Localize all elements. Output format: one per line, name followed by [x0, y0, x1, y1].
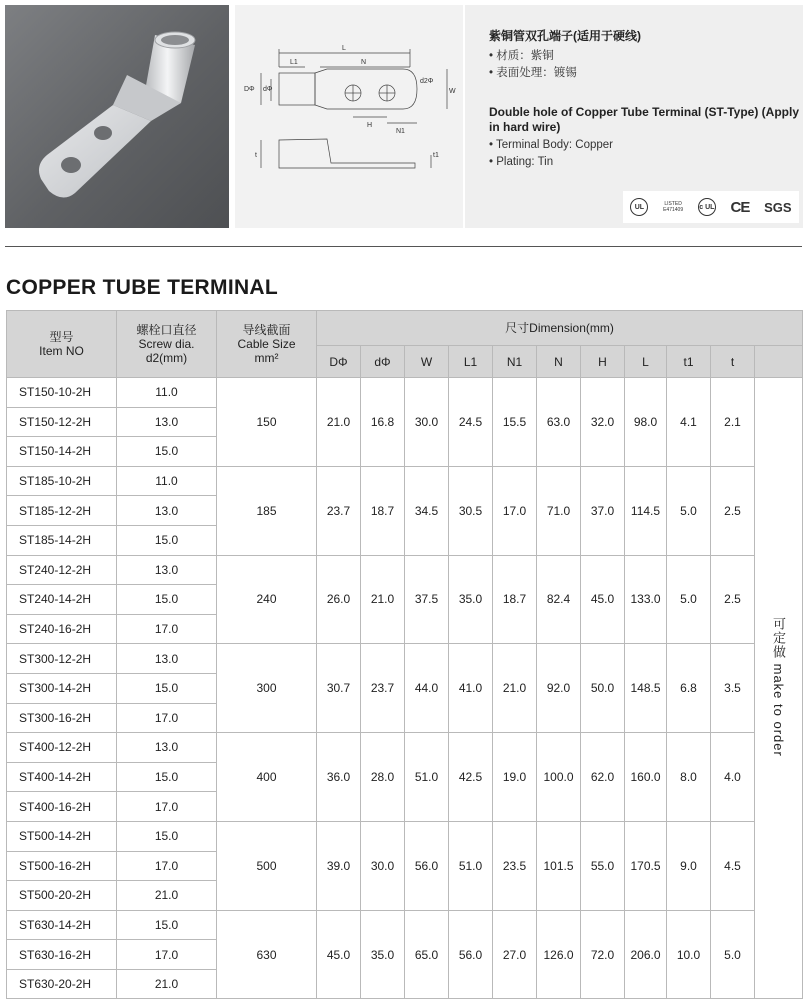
header-dim-2: W	[405, 346, 449, 378]
dimension-value: 170.5	[625, 821, 667, 910]
label-d2: d2Φ	[420, 78, 434, 85]
cable-size: 500	[217, 821, 317, 910]
table-row	[7, 466, 803, 496]
dimension-value: 50.0	[581, 644, 625, 733]
header-screw: 螺栓口直径 Screw dia. d2(mm)	[117, 311, 217, 378]
dimension-value: 19.0	[493, 733, 537, 822]
ce-mark: CE	[730, 198, 750, 216]
en-material: • Terminal Body: Copper	[489, 139, 613, 151]
dimension-value: 4.0	[711, 733, 755, 822]
item-number: ST630-20-2H	[7, 969, 117, 999]
dimension-value: 18.7	[493, 555, 537, 644]
dimension-value: 51.0	[405, 733, 449, 822]
screw-diameter: 15.0	[117, 762, 217, 792]
screw-diameter: 15.0	[117, 821, 217, 851]
dimension-value: 34.5	[405, 466, 449, 555]
dimension-value: 62.0	[581, 733, 625, 822]
dimension-value: 9.0	[667, 821, 711, 910]
screw-diameter: 11.0	[117, 378, 217, 408]
label-n: N	[361, 59, 367, 66]
dimension-value: 160.0	[625, 733, 667, 822]
header-dim-1: dΦ	[361, 346, 405, 378]
dimension-value: 21.0	[317, 378, 361, 467]
header-dim-7: L	[625, 346, 667, 378]
make-to-order-note	[755, 378, 803, 999]
screw-diameter: 15.0	[117, 437, 217, 467]
dimension-value: 41.0	[449, 644, 493, 733]
item-number: ST400-16-2H	[7, 792, 117, 822]
table-row	[7, 733, 803, 763]
dimension-value: 2.5	[711, 555, 755, 644]
item-number: ST150-10-2H	[7, 378, 117, 408]
dimension-value: 101.5	[537, 821, 581, 910]
screw-diameter: 17.0	[117, 851, 217, 881]
screw-diameter: 15.0	[117, 585, 217, 615]
dimension-value: 6.8	[667, 644, 711, 733]
header-dimension: 尺寸Dimension(mm)	[317, 311, 803, 346]
dimension-value: 100.0	[537, 733, 581, 822]
item-number: ST500-20-2H	[7, 881, 117, 911]
dimension-value: 24.5	[449, 378, 493, 467]
dimension-value: 10.0	[667, 910, 711, 999]
dimension-value: 45.0	[581, 555, 625, 644]
screw-diameter: 13.0	[117, 644, 217, 674]
dimension-value: 2.1	[711, 378, 755, 467]
dimension-value: 5.0	[711, 910, 755, 999]
item-number: ST185-12-2H	[7, 496, 117, 526]
certification-logos	[623, 191, 799, 223]
dimension-value: 126.0	[537, 910, 581, 999]
dimension-value: 37.0	[581, 466, 625, 555]
technical-drawing	[235, 5, 463, 228]
dimension-value: 37.5	[405, 555, 449, 644]
terminal-photo-image	[5, 5, 229, 228]
item-number: ST240-16-2H	[7, 614, 117, 644]
dimension-value: 36.0	[317, 733, 361, 822]
header-dim-4: N1	[493, 346, 537, 378]
dimension-value: 45.0	[317, 910, 361, 999]
dimension-value: 32.0	[581, 378, 625, 467]
section-title: COPPER TUBE TERMINAL	[6, 276, 279, 299]
screw-diameter: 17.0	[117, 792, 217, 822]
listed-number: E471409	[663, 207, 684, 213]
dimension-value: 15.5	[493, 378, 537, 467]
en-title: Double hole of Copper Tube Terminal (ST-Type) (Apply in hard wire)	[489, 105, 800, 134]
en-plating: • Plating: Tin	[489, 156, 554, 168]
label-n1: N1	[396, 128, 405, 135]
dimension-value: 55.0	[581, 821, 625, 910]
screw-diameter: 13.0	[117, 733, 217, 763]
spec-table	[6, 310, 803, 999]
dimension-value: 71.0	[537, 466, 581, 555]
label-d: DΦ	[244, 86, 255, 93]
dimension-value: 148.5	[625, 644, 667, 733]
dimension-value: 114.5	[625, 466, 667, 555]
screw-diameter: 21.0	[117, 969, 217, 999]
label-t1: t1	[433, 152, 439, 159]
item-number: ST300-14-2H	[7, 673, 117, 703]
cable-size: 150	[217, 378, 317, 467]
screw-diameter: 11.0	[117, 466, 217, 496]
sgs-mark: SGS	[764, 199, 792, 215]
dimension-value: 16.8	[361, 378, 405, 467]
item-number: ST240-14-2H	[7, 585, 117, 615]
item-number: ST150-12-2H	[7, 407, 117, 437]
table-row	[7, 910, 803, 940]
dimension-value: 18.7	[361, 466, 405, 555]
dimension-value: 30.5	[449, 466, 493, 555]
dimension-value: 98.0	[625, 378, 667, 467]
item-number: ST300-12-2H	[7, 644, 117, 674]
dimension-value: 2.5	[711, 466, 755, 555]
zh-plating: • 表面处理：镀锡	[489, 67, 577, 79]
cable-size: 630	[217, 910, 317, 999]
product-info-panel	[465, 5, 803, 228]
dimension-value: 23.7	[361, 644, 405, 733]
header-dim-9: t	[711, 346, 755, 378]
zh-material: • 材质：紫铜	[489, 50, 554, 62]
screw-diameter: 15.0	[117, 910, 217, 940]
header-dim-6: H	[581, 346, 625, 378]
screw-diameter: 17.0	[117, 614, 217, 644]
dimension-value: 30.7	[317, 644, 361, 733]
dimension-value: 8.0	[667, 733, 711, 822]
dimension-value: 39.0	[317, 821, 361, 910]
item-number: ST630-14-2H	[7, 910, 117, 940]
section-divider	[5, 246, 802, 247]
table-row	[7, 555, 803, 585]
dimension-value: 92.0	[537, 644, 581, 733]
dimension-drawing	[235, 5, 463, 228]
header-item: 型号 Item NO	[7, 311, 117, 378]
header-dim-8: t1	[667, 346, 711, 378]
screw-diameter: 13.0	[117, 496, 217, 526]
dimension-value: 30.0	[361, 821, 405, 910]
dimension-value: 3.5	[711, 644, 755, 733]
item-number: ST500-16-2H	[7, 851, 117, 881]
product-photo	[5, 5, 229, 228]
dimension-value: 42.5	[449, 733, 493, 822]
label-w: W	[449, 88, 456, 95]
dimension-value: 27.0	[493, 910, 537, 999]
zh-title: 紫铜管双孔端子(适用于硬线)	[489, 29, 641, 43]
screw-diameter: 13.0	[117, 555, 217, 585]
item-number: ST400-12-2H	[7, 733, 117, 763]
screw-diameter: 15.0	[117, 673, 217, 703]
dimension-value: 21.0	[493, 644, 537, 733]
screw-diameter: 21.0	[117, 881, 217, 911]
dimension-value: 133.0	[625, 555, 667, 644]
header-dim-5: N	[537, 346, 581, 378]
table-row	[7, 644, 803, 674]
table-row	[7, 821, 803, 851]
dimension-value: 206.0	[625, 910, 667, 999]
item-number: ST400-14-2H	[7, 762, 117, 792]
dimension-value: 23.7	[317, 466, 361, 555]
dimension-value: 56.0	[449, 910, 493, 999]
screw-diameter: 17.0	[117, 940, 217, 970]
cable-size: 185	[217, 466, 317, 555]
dimension-value: 23.5	[493, 821, 537, 910]
dimension-value: 28.0	[361, 733, 405, 822]
dimension-value: 5.0	[667, 466, 711, 555]
header-cable: 导线截面 Cable Size mm²	[217, 311, 317, 378]
screw-diameter: 17.0	[117, 703, 217, 733]
dimension-value: 17.0	[493, 466, 537, 555]
screw-diameter: 15.0	[117, 525, 217, 555]
cul-logo-icon: c UL	[698, 198, 716, 216]
product-header	[5, 5, 803, 228]
dimension-value: 51.0	[449, 821, 493, 910]
dimension-value: 82.4	[537, 555, 581, 644]
dimension-value: 56.0	[405, 821, 449, 910]
item-number: ST185-10-2H	[7, 466, 117, 496]
item-number: ST150-14-2H	[7, 437, 117, 467]
dimension-value: 21.0	[361, 555, 405, 644]
item-number: ST300-16-2H	[7, 703, 117, 733]
dimension-value: 4.5	[711, 821, 755, 910]
screw-diameter: 13.0	[117, 407, 217, 437]
label-l1: L1	[290, 59, 298, 66]
label-l: L	[342, 45, 346, 52]
label-h: H	[367, 122, 373, 129]
dimension-value: 72.0	[581, 910, 625, 999]
dimension-value: 44.0	[405, 644, 449, 733]
dimension-value: 65.0	[405, 910, 449, 999]
dimension-value: 35.0	[449, 555, 493, 644]
listed-text: LISTED	[664, 201, 682, 207]
dimension-value: 35.0	[361, 910, 405, 999]
item-number: ST630-16-2H	[7, 940, 117, 970]
listed-mark	[663, 201, 683, 213]
dimension-value: 30.0	[405, 378, 449, 467]
dimension-value: 26.0	[317, 555, 361, 644]
dimension-value: 5.0	[667, 555, 711, 644]
dimension-value: 63.0	[537, 378, 581, 467]
ul-logo-icon: UL	[630, 198, 648, 216]
make-to-order-text: 可定做 make to order	[771, 616, 787, 757]
dimension-value: 4.1	[667, 378, 711, 467]
table-row	[7, 378, 803, 408]
header-dim-0: DΦ	[317, 346, 361, 378]
cable-size: 300	[217, 644, 317, 733]
item-number: ST185-14-2H	[7, 525, 117, 555]
cable-size: 240	[217, 555, 317, 644]
header-dim-3: L1	[449, 346, 493, 378]
item-number: ST500-14-2H	[7, 821, 117, 851]
cable-size: 400	[217, 733, 317, 822]
item-number: ST240-12-2H	[7, 555, 117, 585]
label-d-inner: dΦ	[263, 86, 273, 93]
header-blank	[755, 346, 803, 378]
label-t: t	[255, 152, 257, 159]
